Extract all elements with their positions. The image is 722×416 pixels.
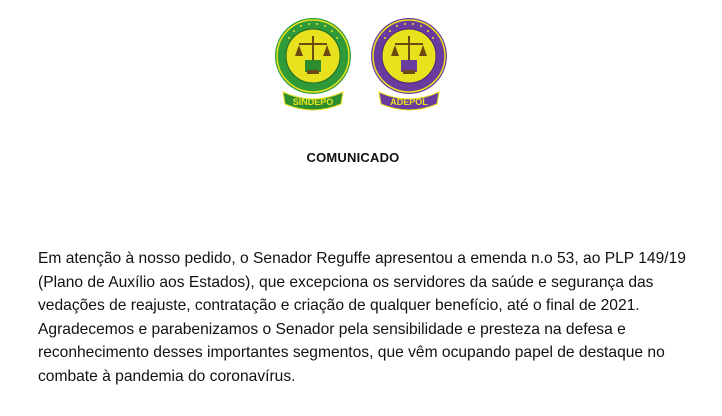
- page-title: COMUNICADO: [306, 150, 400, 165]
- sindepo-seal-logo: [271, 14, 355, 114]
- body-paragraph: Em atenção à nosso pedido, o Senador Reguffe apresentou a emenda n.o 53, ao PLP 149/19 (Plano de Auxílio aos Estados), que excepciona os servidores da saúde e segurança das vedações de reajuste, contratação e criação de qualquer benefício, até o final de 2021. Agradecemos e parabenizamos o Senador pela sensibilidade e presteza na defesa e reconhecimento desses importantes segmentos, que vêm ocupando papel de destaque no combate à pandemia do coronavírus.: [38, 250, 686, 385]
- svg-text:ADEPOL: ADEPOL: [390, 97, 428, 107]
- adepol-seal-logo: [367, 14, 451, 114]
- svg-text:SINDEPO: SINDEPO: [292, 97, 334, 107]
- logo-row: [0, 14, 722, 114]
